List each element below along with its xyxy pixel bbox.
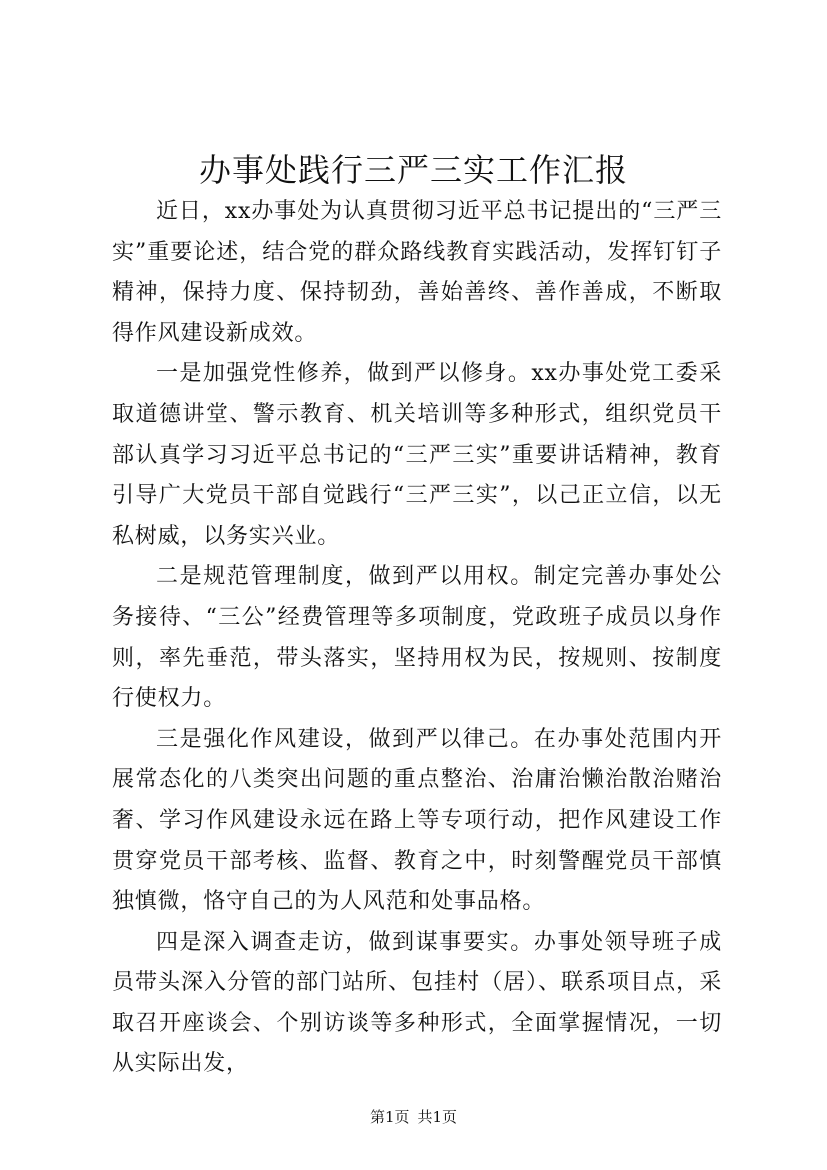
paragraph-intro: 近日，xx办事处为认真贯彻习近平总书记提出的“三严三实”重要论述，结合党的群众路线教育实践活动，发挥钉钉子精神，保持力度、保持韧劲，善始善终、善作善成，不断取得作风建设新成效。: [112, 199, 722, 346]
document-title: 办事处践行三严三实工作汇报: [198, 151, 628, 189]
paragraph-point-3: 三是强化作风建设，做到严以律己。在办事处范围内开展常态化的八类突出问题的重点整治、治庸治懒治散治赌治奢、学习作风建设永远在路上等专项行动，把作风建设工作贯穿党员干部考核、监督、教育之中，时刻警醒党员干部慎独慎微，恪守自己的为人风范和处事品格。: [112, 726, 722, 915]
page-footer: [0, 1107, 827, 1127]
paragraph-point-1: 一是加强党性修养，做到严以修身。xx办事处党工委采取道德讲堂、警示教育、机关培训等多种形式，组织党员干部认真学习习近平总书记的“三严三实”重要讲话精神，教育引导广大党员干部自觉践行“三严三实”，以己正立信，以无私树威，以务实兴业。: [112, 361, 722, 549]
page-number-total: 共1页: [417, 1108, 458, 1126]
document-body: [112, 192, 722, 1085]
paragraph-point-4: 四是深入调查走访，做到谋事要实。办事处领导班子成员带头深入分管的部门站所、包挂村（居）、联系项目点，采取召开座谈会、个别访谈等多种形式，全面掌握情况，一切从实际出发，: [112, 929, 722, 1077]
page-number-current: 第1页: [369, 1108, 410, 1126]
paragraph-point-2: 二是规范管理制度，做到严以用权。制定完善办事处公务接待、“三公”经费管理等多项制度，党政班子成员以身作则，率先垂范，带头落实，坚持用权为民，按规则、按制度行使权力。: [112, 564, 722, 712]
